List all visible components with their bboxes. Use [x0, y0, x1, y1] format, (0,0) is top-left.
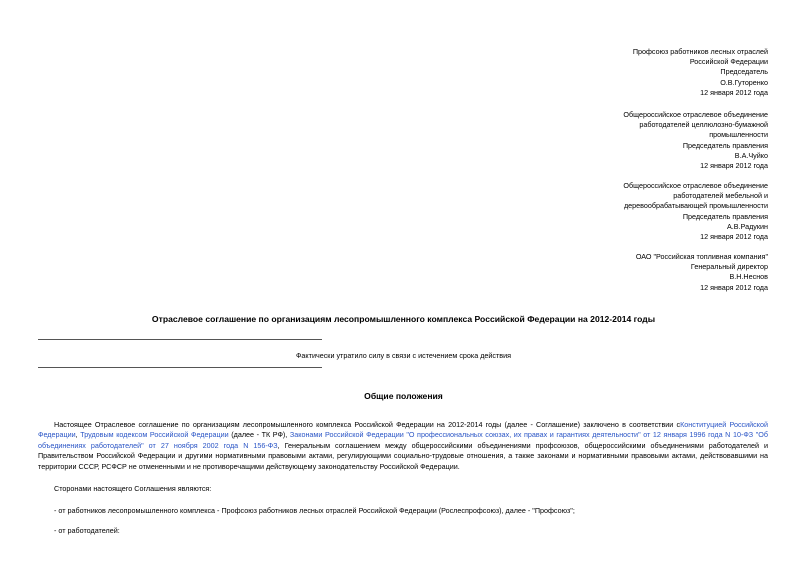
signature-date: 12 января 2012 года: [700, 282, 768, 292]
signature-line: работодателей целлюлозно-бумажной: [639, 120, 768, 130]
paragraph-text: ,: [75, 430, 81, 440]
signature-line: работодателей мебельной и: [673, 191, 768, 201]
paragraph-workers-party: - от работников лесопромышленного комплекса - Профсоюз работников лесных отраслей Российской Федерации (Рослеспрофсоюз), далее - "Профсоюз";: [54, 506, 575, 515]
signature-block-fuel-company: [590, 252, 768, 293]
paragraph-text: Настоящее Отраслевое соглашение по организациям лесопромышленного комплекса Российской Федерации на 2012-2014 годы (далее - Соглашение) заключено в соответствии с: [54, 420, 681, 429]
signature-line: Профсоюз работников лесных отраслей: [632, 47, 768, 56]
signature-line: А.В.Радукин: [726, 221, 768, 231]
signature-line: Председатель правления: [682, 211, 768, 221]
paragraph-intro: [38, 420, 768, 472]
signature-line: Генеральный директор: [690, 262, 768, 272]
link-constitution[interactable]: Конституцией Российской Федерации: [38, 420, 768, 440]
link-law-employers[interactable]: "Об объединениях работодателей" от 27 ноября 2002 года N 156-ФЗ: [38, 430, 769, 450]
link-law-trade-unions[interactable]: Законами Российской Федерации "О профессиональных союзах, их правах и гарантиях деятельности" от 12 января 1996 года N 10-ФЗ: [289, 430, 754, 440]
signature-line: Председатель: [720, 67, 768, 77]
signature-line: В.А.Чуйко: [734, 150, 768, 160]
signature-date: 12 января 2012 года: [700, 87, 768, 97]
signature-block-furniture: [590, 181, 768, 242]
document-title: Отраслевое соглашение по организациям лесопромышленного комплекса Российской Федерации на 2012-2014 годы: [151, 314, 656, 324]
paragraph-parties: Сторонами настоящего Соглашения являются:: [54, 484, 212, 493]
link-labor-code[interactable]: Трудовым кодексом Российской Федерации: [80, 430, 229, 440]
signature-date: 12 января 2012 года: [700, 232, 768, 242]
divider-top: [38, 339, 322, 340]
signature-block-pulp-paper: [590, 110, 768, 171]
signature-line: деревообрабатывающей промышленности: [623, 201, 768, 211]
signature-block-profsoyuz: [590, 47, 768, 98]
divider-bottom: [38, 367, 322, 368]
signature-line: промышленности: [709, 130, 768, 140]
signature-line: Российской Федерации: [689, 57, 768, 67]
signature-line: Председатель правления: [682, 140, 768, 150]
signature-line: О.В.Гуторенко: [720, 77, 768, 87]
paragraph-text: , Генеральным соглашением между общероссийскими объединениями профсоюзов, общероссийскими объединениями работодателей и Правительством Российской Федерации и другими нормативными правовыми актами, регулирующими социально-трудовые отношения, а также законами и нормативными правовыми актами, действовавшими на территории СССР, РСФСР не отмененными и не противоречащими действующему законодательству Российской Федерации.: [38, 440, 768, 471]
signature-line: ОАО "Российская топливная компания": [635, 252, 768, 261]
paragraph-text: (далее - ТК РФ),: [228, 430, 290, 440]
status-note: Фактически утратило силу в связи с истечением срока действия: [295, 351, 512, 360]
paragraph-employers-party: - от работодателей:: [54, 526, 120, 535]
signature-line: Общероссийское отраслевое объединение: [623, 181, 768, 190]
signature-date: 12 января 2012 года: [700, 161, 768, 171]
signature-line: В.Н.Неснов: [729, 272, 768, 282]
signature-line: Общероссийское отраслевое объединение: [623, 110, 768, 119]
section-heading: Общие положения: [364, 391, 443, 401]
